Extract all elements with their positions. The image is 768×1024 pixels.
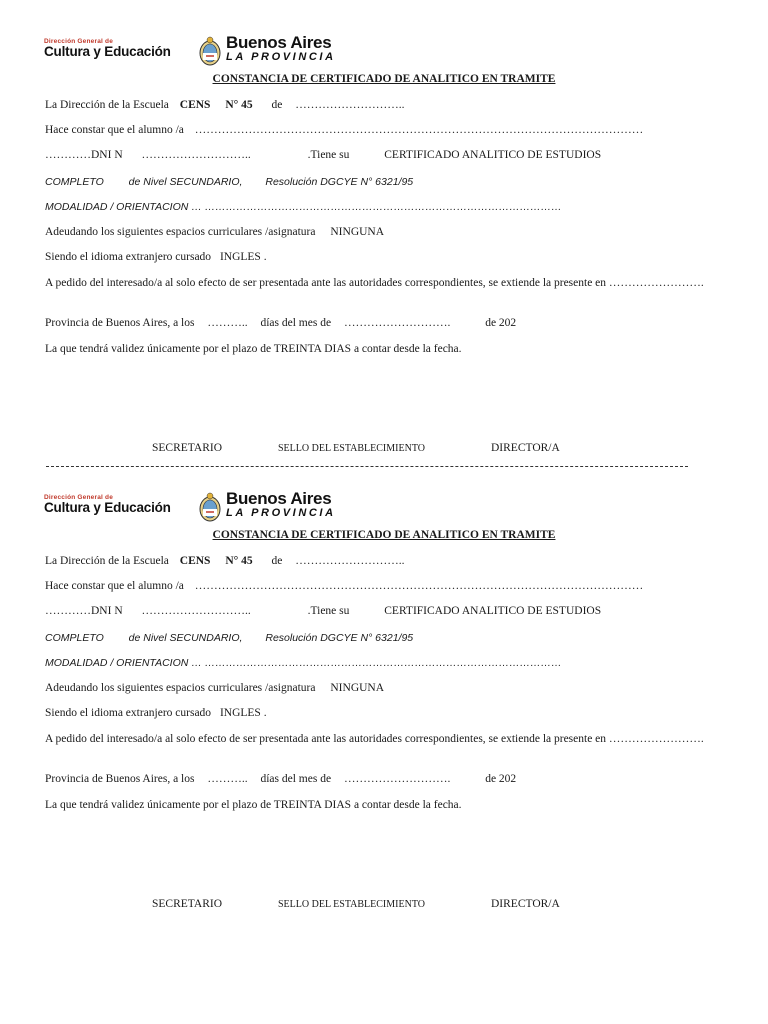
school-prefix: La Dirección de la Escuela	[45, 99, 169, 111]
month-blank: ……………………….	[343, 773, 451, 785]
date-line	[45, 317, 516, 329]
dgce-logo-title: Cultura y Educación	[44, 500, 171, 515]
school-line	[45, 99, 404, 111]
buenos-aires-logo	[226, 34, 336, 63]
director-signature-label: DIRECTOR/A	[491, 442, 560, 454]
seal-label: SELLO DEL ESTABLECIMIENTO	[278, 899, 425, 910]
school-district-blank: ………………………..	[295, 99, 405, 111]
validity-line	[45, 343, 462, 355]
dni-line	[45, 605, 601, 617]
school-district-blank: ………………………..	[295, 555, 405, 567]
request-paragraph: A pedido del interesado/a al solo efecto de ser presentada ante las autoridades correspondientes, se extiende la presente en …………………….	[45, 733, 704, 745]
language-line	[45, 707, 267, 719]
dni-prefix: …………DNI N	[45, 149, 123, 161]
resolucion-text: Resolución DGCYE N° 6321/95	[265, 632, 414, 644]
subjects-text: Adeudando los siguientes espacios curriculares /asignatura	[45, 226, 316, 238]
dni-line	[45, 149, 601, 161]
certificate-name: CERTIFICADO ANALITICO DE ESTUDIOS	[384, 605, 602, 617]
completo-text: COMPLETO	[45, 632, 104, 644]
header-logos	[44, 489, 374, 528]
school-number: N° 45	[225, 99, 253, 111]
buenos-aires-logo-subtitle: LA PROVINCIA	[226, 507, 336, 519]
buenos-aires-logo-title: Buenos Aires	[226, 489, 332, 508]
school-de: de	[271, 99, 283, 111]
school-prefix: La Dirección de la Escuela	[45, 555, 169, 567]
school-type: CENS	[179, 99, 211, 111]
validity-text: La que tendrá validez únicamente por el plazo de TREINTA DIAS a contar desde la fecha.	[45, 799, 462, 811]
date-line	[45, 773, 516, 785]
day-blank: ………..	[207, 317, 248, 329]
subjects-line	[45, 226, 384, 238]
subjects-line	[45, 682, 384, 694]
level-line	[45, 176, 413, 188]
subjects-text: Adeudando los siguientes espacios curriculares /asignatura	[45, 682, 316, 694]
dgce-logo-subtitle: Dirección General de	[44, 494, 114, 501]
modality-text: MODALIDAD / ORIENTACION … …………………………………………………………………………………………	[45, 657, 562, 669]
language-text: Siendo el idioma extranjero cursado	[45, 251, 212, 263]
dgce-logo	[44, 38, 171, 59]
language-value: INGLES .	[219, 251, 267, 263]
month-text: días del mes de	[260, 773, 332, 785]
document-title: CONSTANCIA DE CERTIFICADO DE ANALITICO EN TRAMITE	[212, 529, 556, 541]
student-text: Hace constar que el alumno /a	[45, 580, 184, 592]
secretary-signature-label: SECRETARIO	[152, 442, 222, 454]
subjects-value: NINGUNA	[330, 226, 385, 238]
tiene-text: .Tiene su	[307, 149, 350, 161]
header-logos	[44, 33, 374, 72]
secretary-signature-label: SECRETARIO	[152, 898, 222, 910]
nivel-text: de Nivel SECUNDARIO,	[128, 176, 243, 188]
certificate-copy-top	[0, 0, 768, 456]
month-blank: ……………………….	[343, 317, 451, 329]
province-seal-icon	[198, 492, 222, 524]
buenos-aires-logo-subtitle: LA PROVINCIA	[226, 51, 336, 63]
month-text: días del mes de	[260, 317, 332, 329]
buenos-aires-logo-title: Buenos Aires	[226, 33, 332, 52]
request-paragraph: A pedido del interesado/a al solo efecto de ser presentada ante las autoridades correspondientes, se extiende la presente en …………………….	[45, 277, 704, 289]
dgce-logo-title: Cultura y Educación	[44, 44, 171, 59]
dni-prefix: …………DNI N	[45, 605, 123, 617]
certificate-copy-bottom	[0, 456, 768, 912]
level-line	[45, 632, 413, 644]
dni-blank: ………………………..	[141, 149, 251, 161]
modality-line	[45, 201, 562, 213]
modality-text: MODALIDAD / ORIENTACION … …………………………………………………………………………………………	[45, 201, 562, 213]
day-blank: ………..	[207, 773, 248, 785]
completo-text: COMPLETO	[45, 176, 104, 188]
year-text: de 202	[485, 317, 517, 329]
student-text: Hace constar que el alumno /a	[45, 124, 184, 136]
language-value: INGLES .	[219, 707, 267, 719]
school-type: CENS	[179, 555, 211, 567]
school-number: N° 45	[225, 555, 253, 567]
modality-line	[45, 657, 562, 669]
dni-blank: ………………………..	[141, 605, 251, 617]
language-text: Siendo el idioma extranjero cursado	[45, 707, 212, 719]
validity-line	[45, 799, 462, 811]
dgce-logo-subtitle: Dirección General de	[44, 38, 114, 45]
student-line	[45, 580, 643, 592]
province-text: Provincia de Buenos Aires, a los	[45, 773, 195, 785]
seal-label: SELLO DEL ESTABLECIMIENTO	[278, 443, 425, 454]
province-seal-icon	[198, 36, 222, 68]
subjects-value: NINGUNA	[330, 682, 385, 694]
language-line	[45, 251, 267, 263]
resolucion-text: Resolución DGCYE N° 6321/95	[265, 176, 414, 188]
buenos-aires-logo	[226, 490, 336, 519]
student-line	[45, 124, 643, 136]
tiene-text: .Tiene su	[307, 605, 350, 617]
director-signature-label: DIRECTOR/A	[491, 898, 560, 910]
province-text: Provincia de Buenos Aires, a los	[45, 317, 195, 329]
school-de: de	[271, 555, 283, 567]
year-text: de 202	[485, 773, 517, 785]
school-line	[45, 555, 404, 567]
nivel-text: de Nivel SECUNDARIO,	[128, 632, 243, 644]
certificate-name: CERTIFICADO ANALITICO DE ESTUDIOS	[384, 149, 602, 161]
student-name-blank: ………………………………………………………………………………………………………	[194, 124, 644, 136]
student-name-blank: ………………………………………………………………………………………………………	[194, 580, 644, 592]
validity-text: La que tendrá validez únicamente por el plazo de TREINTA DIAS a contar desde la fecha.	[45, 343, 462, 355]
dgce-logo	[44, 494, 171, 515]
document-title: CONSTANCIA DE CERTIFICADO DE ANALITICO EN TRAMITE	[212, 73, 556, 85]
